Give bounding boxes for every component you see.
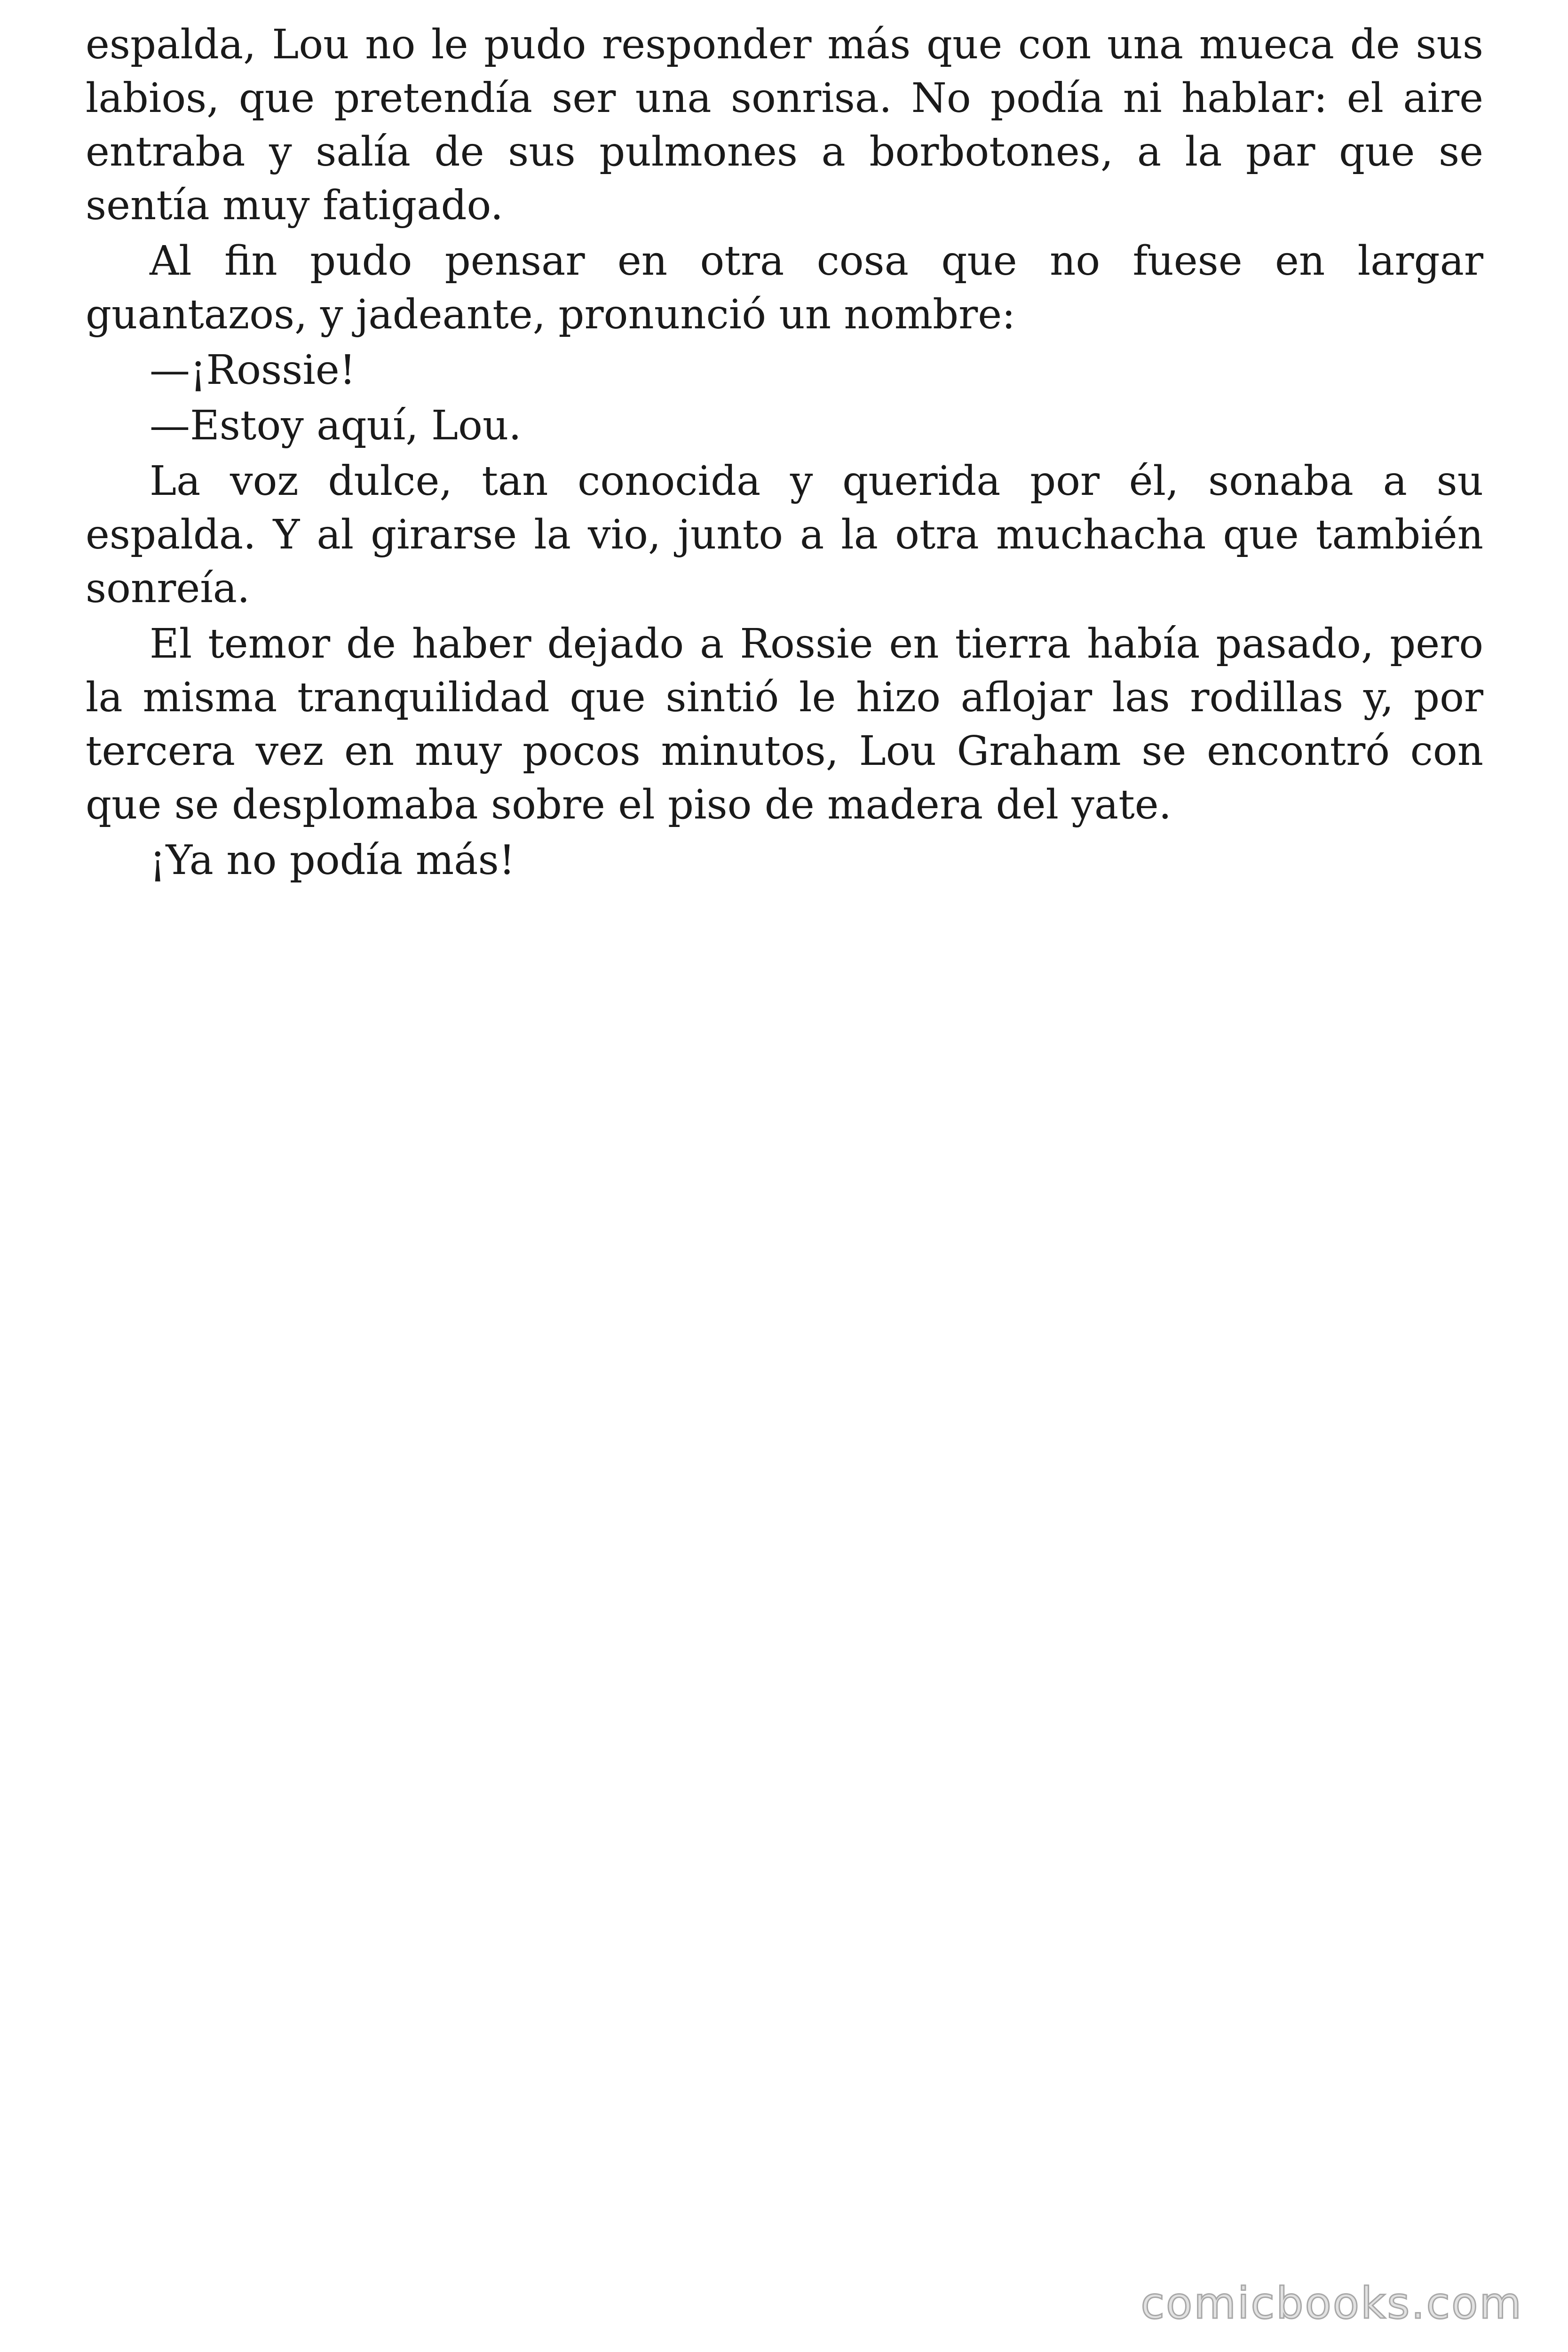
dialogue-line: —¡Rossie! [150,347,356,394]
dialogue-line: —Estoy aquí, Lou. [150,402,522,449]
paragraph: La voz dulce, tan conocida y querida por él, sonaba a su espalda. Y al girarse la vio, junto a la otra muchacha que también sonreía. [86,458,1483,612]
paragraph: El temor de haber dejado a Rossie en tierra había pasado, pero la misma tranquilidad que sintió le hizo aflojar las rodillas y, por tercera vez en muy pocos minutos, Lou Graham se encontró con que se desplomaba sobre el piso de madera del yate. [86,620,1483,828]
watermark: comicbooks.com [1140,2278,1523,2328]
page-text-body [86,18,1483,889]
paragraph: Al fin pudo pensar en otra cosa que no fuese en largar guantazos, y jadeante, pronunció un nombre: [86,238,1483,338]
paragraph: ¡Ya no podía más! [150,837,515,884]
paragraph: espalda, Lou no le pudo responder más que con una mueca de sus labios, que pretendía ser una sonrisa. No podía ni hablar: el aire entraba y salía de sus pulmones a borbotones, a la par que se sentía muy fatigado. [86,21,1483,229]
